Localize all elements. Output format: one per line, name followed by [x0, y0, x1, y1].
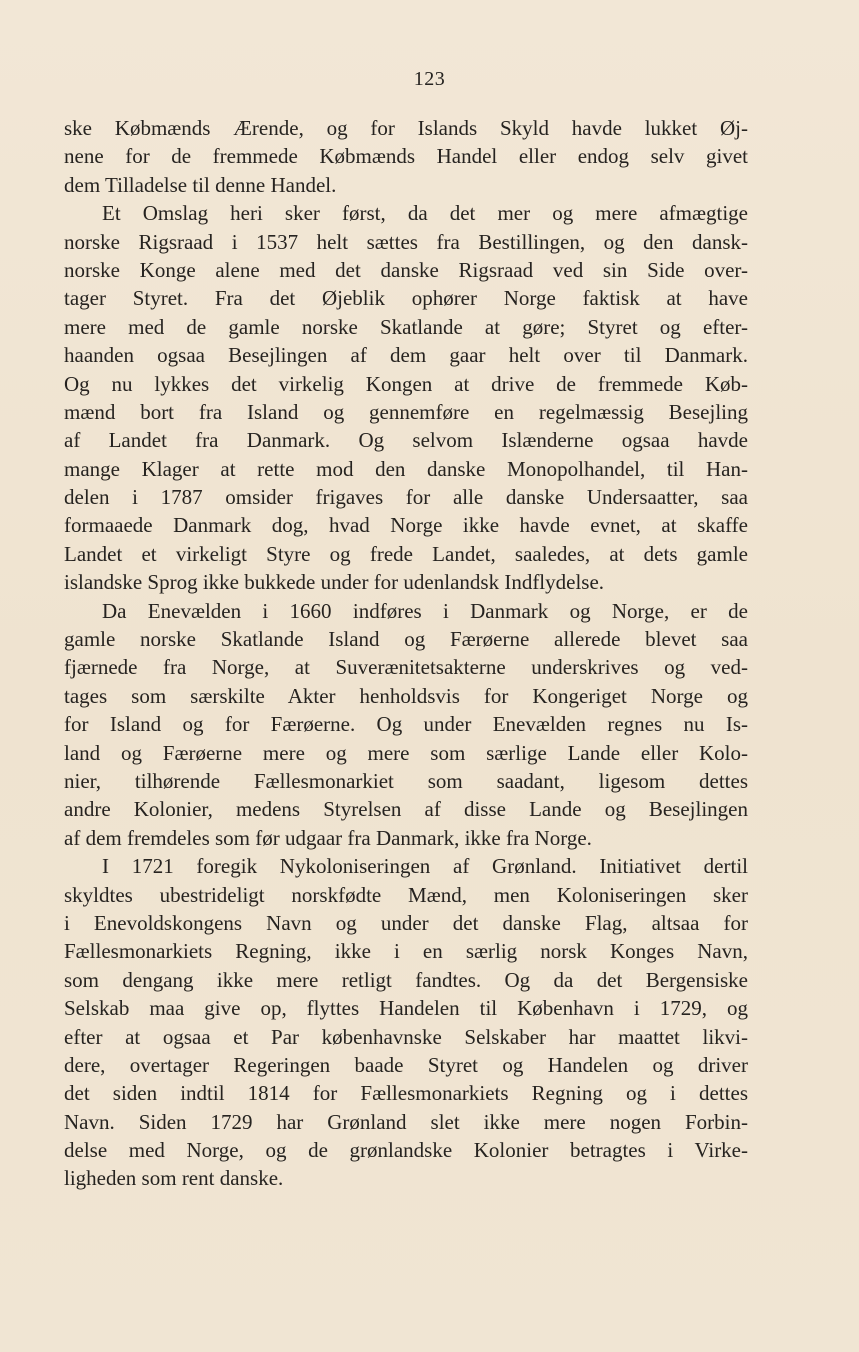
text-line: skyldtes ubestrideligt norskfødte Mænd, men Koloniseringen sker: [64, 882, 748, 907]
body-text: [64, 114, 748, 1193]
text-line: efter at ogsaa et Par københavnske Selskaber har maattet likvi-: [64, 1024, 748, 1049]
text-line: Fællesmonarkiets Regning, ikke i en særlig norsk Konges Navn,: [64, 939, 748, 964]
text-line: mere med de gamle norske Skatlande at gøre; Styret og efter-: [64, 314, 748, 339]
text-line: mænd bort fra Island og gennemføre en regelmæssig Besejling: [64, 399, 748, 424]
text-line: i Enevoldskongens Navn og under det danske Flag, altsaa for: [64, 910, 748, 935]
text-line: for Island og for Færøerne. Og under Enevælden regnes nu Is-: [64, 712, 748, 737]
text-line: formaaede Danmark dog, hvad Norge ikke havde evnet, at skaffe: [64, 513, 748, 538]
text-line: delen i 1787 omsider frigaves for alle danske Undersaatter, saa: [64, 485, 748, 510]
text-line: mange Klager at rette mod den danske Monopolhandel, til Han-: [64, 456, 748, 481]
text-line: af Landet fra Danmark. Og selvom Islænderne ogsaa havde: [64, 428, 748, 453]
text-line: norske Rigsraad i 1537 helt sættes fra Bestillingen, og den dansk-: [64, 229, 748, 254]
text-line: haanden ogsaa Besejlingen af dem gaar helt over til Danmark.: [64, 343, 748, 368]
text-line: tages som særskilte Akter henholdsvis for Kongeriget Norge og: [64, 683, 748, 708]
text-line: Og nu lykkes det virkelig Kongen at drive de fremmede Køb-: [64, 371, 748, 396]
text-line: Selskab maa give op, flyttes Handelen til København i 1729, og: [64, 996, 748, 1021]
page-number: 123: [413, 68, 446, 90]
text-line: fjærnede fra Norge, at Suverænitetsakterne underskrives og ved-: [64, 655, 748, 680]
text-line: gamle norske Skatlande Island og Færøerne allerede blevet saa: [64, 627, 748, 652]
text-line: dem Tilladelse til denne Handel.: [64, 172, 337, 197]
text-line: nier, tilhørende Fællesmonarkiet som saadant, ligesom dettes: [64, 768, 748, 793]
text-line: det siden indtil 1814 for Fællesmonarkiets Regning og i dettes: [64, 1081, 748, 1106]
text-line: som dengang ikke mere retligt fandtes. Og da det Bergensiske: [64, 967, 748, 992]
text-line: andre Kolonier, medens Styrelsen af disse Lande og Besejlingen: [64, 797, 748, 822]
text-line: I 1721 foregik Nykoloniseringen af Grønland. Initiativet dertil: [102, 854, 748, 879]
text-line: ligheden som rent danske.: [64, 1166, 284, 1191]
text-line: Navn. Siden 1729 har Grønland slet ikke mere nogen Forbin-: [64, 1109, 748, 1134]
text-line: Da Enevælden i 1660 indføres i Danmark og Norge, er de: [102, 598, 748, 623]
text-line: Landet et virkeligt Styre og frede Landet, saaledes, at dets gamle: [64, 541, 748, 566]
text-line: norske Konge alene med det danske Rigsraad ved sin Side over-: [64, 257, 748, 282]
text-line: tager Styret. Fra det Øjeblik ophører Norge faktisk at have: [64, 286, 748, 311]
text-line: nene for de fremmede Købmænds Handel eller endog selv givet: [64, 144, 748, 169]
text-line: dere, overtager Regeringen baade Styret og Handelen og driver: [64, 1052, 748, 1077]
text-line: islandske Sprog ikke bukkede under for udenlandsk Indflydelse.: [64, 570, 605, 595]
text-line: delse med Norge, og de grønlandske Kolonier betragtes i Virke-: [64, 1138, 748, 1163]
text-line: Et Omslag heri sker først, da det mer og mere afmægtige: [102, 201, 748, 226]
text-line: af dem fremdeles som før udgaar fra Danmark, ikke fra Norge.: [64, 825, 592, 850]
text-line: ske Købmænds Ærende, og for Islands Skyld havde lukket Øj-: [64, 116, 748, 140]
text-line: land og Færøerne mere og mere som særlige Lande eller Kolo-: [64, 740, 748, 765]
